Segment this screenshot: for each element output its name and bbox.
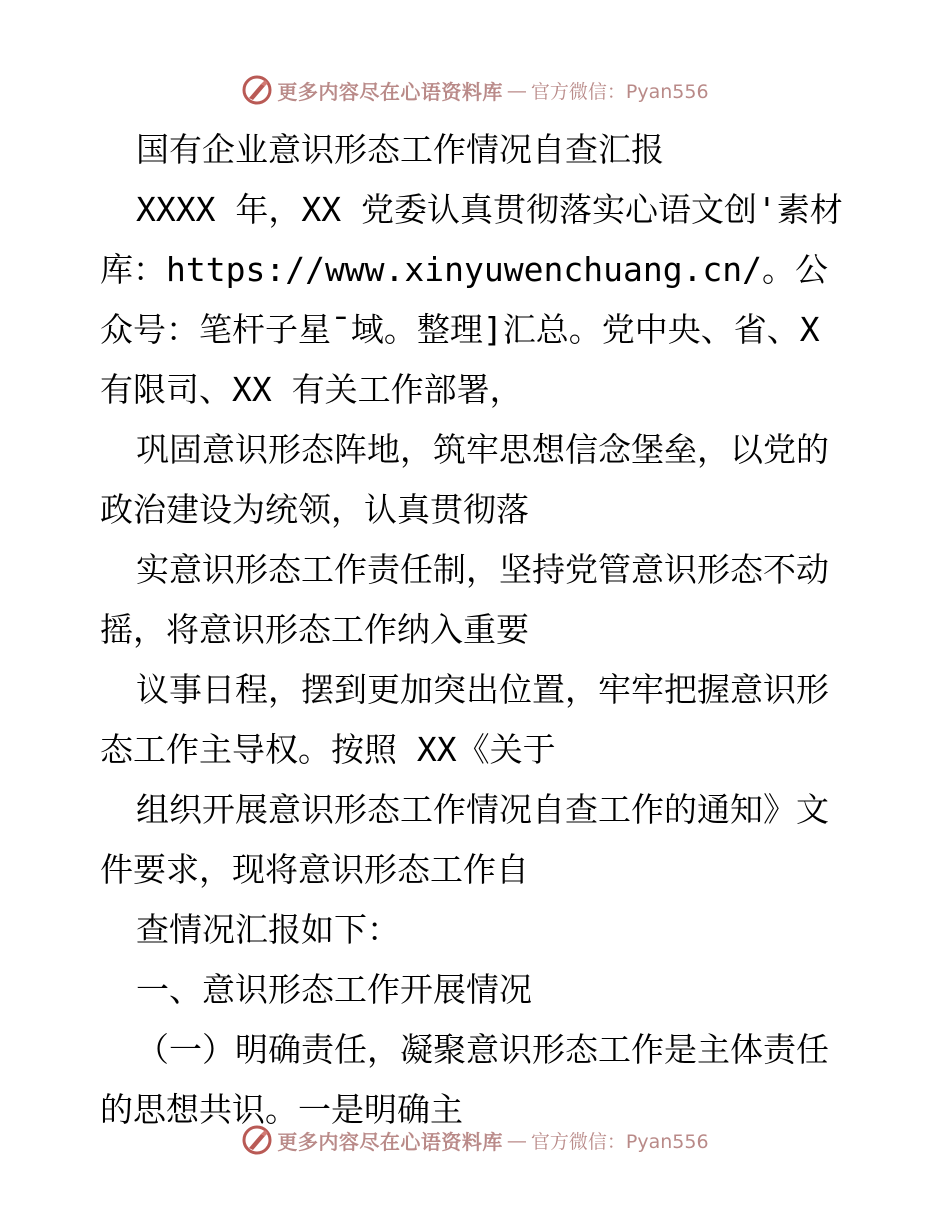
subsection-heading: （一）明确责任，凝聚意识形态工作是主体责任的思想共识。一是明确主 <box>100 1030 829 1129</box>
section-heading: 一、意识形态工作开展情况 <box>136 970 532 1009</box>
watermark-content <box>241 74 708 106</box>
watermark-separator: — <box>506 78 527 102</box>
pen-logo-icon <box>241 1124 273 1156</box>
watermark-brand: 更多内容尽在心语资料库 <box>277 79 503 104</box>
watermark-brand: 更多内容尽在心语资料库 <box>277 1129 503 1154</box>
watermark-content <box>241 1124 708 1156</box>
pen-logo-icon <box>241 74 273 106</box>
watermark-wechat: 官方微信：Pyan556 <box>530 80 709 103</box>
paragraph: 实意识形态工作责任制，坚持党管意识形态不动摇，将意识形态工作纳入重要 <box>100 550 829 649</box>
watermark-separator: — <box>506 1128 527 1152</box>
paragraph: XXXX 年，XX 党委认真贯彻落实心语文创'素材库：https://www.xinyuwenchuang.cn/。公众号：笔杆子星¯域。整理]汇总。党中央、省、X 有限司、XX 有关工作部署， <box>100 190 843 409</box>
paragraph: 巩固意识形态阵地，筑牢思想信念堡垒，以党的政治建设为统领，认真贯彻落 <box>100 430 829 529</box>
paragraph: 查情况汇报如下： <box>136 910 400 949</box>
document-body <box>100 120 860 1140</box>
paragraph: 组织开展意识形态工作情况自查工作的通知》文件要求，现将意识形态工作自 <box>100 790 829 889</box>
header-watermark <box>0 70 950 110</box>
paragraph: 议事日程，摆到更加突出位置，牢牢把握意识形态工作主导权。按照 XX《关于 <box>100 670 829 769</box>
document-title: 国有企业意识形态工作情况自查汇报 <box>136 130 664 169</box>
footer-watermark <box>0 1120 950 1160</box>
watermark-wechat: 官方微信：Pyan556 <box>530 1130 709 1153</box>
